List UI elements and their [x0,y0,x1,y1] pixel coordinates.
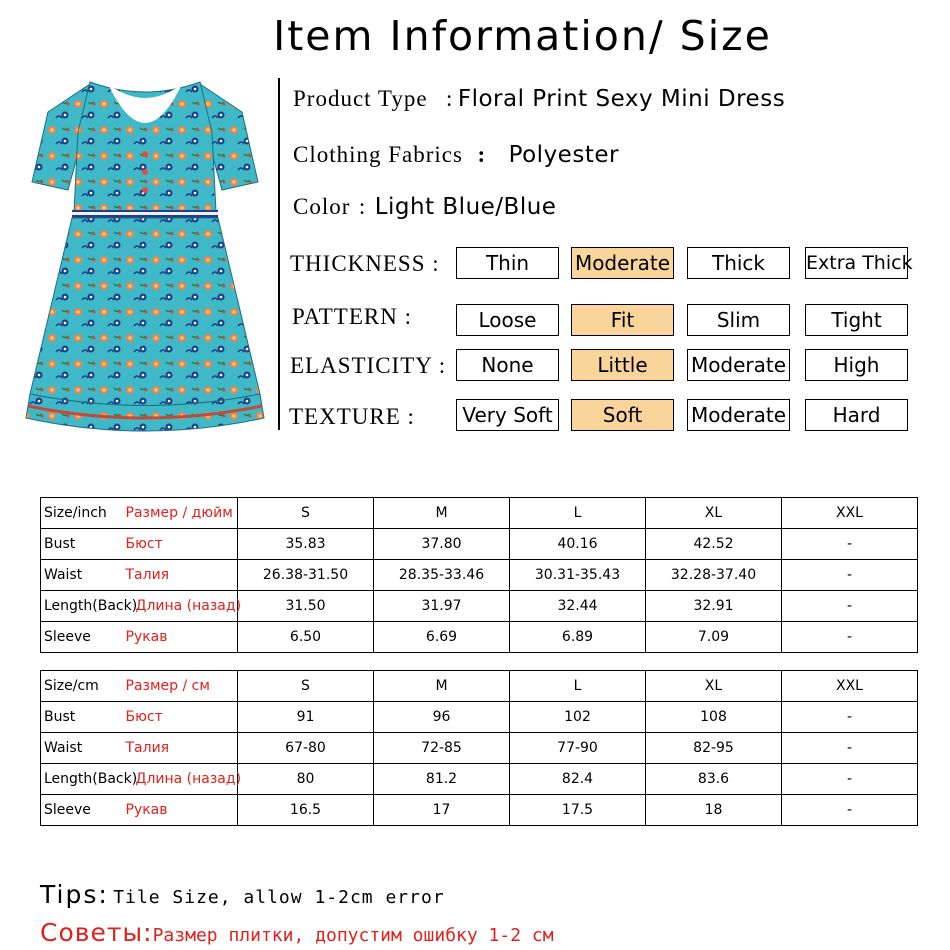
texture-option-hard: Hard [805,399,908,431]
row-label: Waist Талия [41,560,238,591]
page-title: Item Information/ Size [273,12,772,60]
row-label: Length(Back) Длина (назад) [41,591,238,622]
size-header-l: L [510,498,646,529]
table-cell: 31.97 [374,591,510,622]
table-cell: - [782,733,918,764]
table-cell: 7.09 [646,622,782,653]
texture-option-soft: Soft [571,399,674,431]
table-cell: 30.31-35.43 [510,560,646,591]
thickness-label: THICKNESS : [290,251,440,276]
elasticity-option-high: High [805,349,908,381]
table-header-row [41,671,918,702]
table-row [41,733,918,764]
table-cell: 102 [510,702,646,733]
elasticity-option-little: Little [571,349,674,381]
color-label: Color [293,194,351,219]
table-cell: - [782,702,918,733]
table-cell: 32.28-37.40 [646,560,782,591]
table-cell: 35.83 [238,529,374,560]
pattern-option-slim: Slim [687,304,790,336]
tips-english [40,880,445,909]
product-type-value: Floral Print Sexy Mini Dress [457,86,786,112]
texture-option-moderate: Moderate [687,399,790,431]
pattern-label: PATTERN : [292,304,412,329]
elasticity-option-none: None [456,349,559,381]
tips-label: Tips: [40,880,109,909]
table-cell: - [782,764,918,795]
clothing-fabrics-value: Polyester [508,142,619,168]
clothing-fabrics-label: Clothing Fabrics [293,142,463,167]
size-header-s: S [238,498,374,529]
table-cell: 28.35-33.46 [374,560,510,591]
size-table-inch [40,497,918,653]
texture-label: TEXTURE : [289,404,415,429]
table-cell: 32.91 [646,591,782,622]
table-cell: 67-80 [238,733,374,764]
thickness-option-moderate: Moderate [571,247,674,279]
size-table-cm [40,670,918,826]
row-label: Bust Бюст [41,702,238,733]
elasticity-label: ELASTICITY : [290,353,447,378]
table-row [41,702,918,733]
product-type-row [293,86,785,112]
product-type-separator: : [446,86,454,111]
product-type-label: Product Type [293,86,428,111]
row-label: Sleeve Рукав [41,622,238,653]
table-cell: 32.44 [510,591,646,622]
elasticity-option-moderate: Moderate [687,349,790,381]
size-header-m: M [374,671,510,702]
table-row [41,764,918,795]
row-label: Length(Back) Длина (назад) [41,764,238,795]
pattern-option-loose: Loose [456,304,559,336]
clothing-fabrics-separator: : [477,142,487,167]
color-value: Light Blue/Blue [374,194,557,220]
size-header-xl: XL [646,671,782,702]
table-cell: - [782,529,918,560]
divider-line [278,78,280,430]
table-cell: 37.80 [374,529,510,560]
row-label: Waist Талия [41,733,238,764]
table-row [41,622,918,653]
table-cell: 31.50 [238,591,374,622]
size-header-xxl: XXL [782,498,918,529]
table-cell: 82-95 [646,733,782,764]
size-header-s: S [238,671,374,702]
color-separator: : [358,194,367,219]
table-cell: 72-85 [374,733,510,764]
table-cell: 96 [374,702,510,733]
table-cell: 82.4 [510,764,646,795]
table-cell: 77-90 [510,733,646,764]
size-header-m: M [374,498,510,529]
table-cell: 40.16 [510,529,646,560]
table-cell: 16.5 [238,795,374,826]
table-cell: 83.6 [646,764,782,795]
row-label: Bust Бюст [41,529,238,560]
table-cell: 17.5 [510,795,646,826]
sovety-label: Советы: [40,918,153,947]
table-cell: - [782,591,918,622]
size-header-l: L [510,671,646,702]
table-row [41,529,918,560]
table-cell: 6.69 [374,622,510,653]
table-cell: 42.52 [646,529,782,560]
table-row [41,591,918,622]
table-cell: - [782,622,918,653]
texture-option-very-soft: Very Soft [456,399,559,431]
table-cell: 6.50 [238,622,374,653]
table-cell: 6.89 [510,622,646,653]
size-header-xxl: XXL [782,671,918,702]
table-header-label: Size/inch Размер / дюйм [41,498,238,529]
table-row [41,795,918,826]
size-header-xl: XL [646,498,782,529]
table-cell: 80 [238,764,374,795]
dress-product-image [20,72,270,442]
thickness-option-extra-thick: Extra Thick [805,247,908,279]
table-cell: 108 [646,702,782,733]
table-header-label: Size/cm Размер / см [41,671,238,702]
clothing-fabrics-row [293,142,619,168]
table-cell: 18 [646,795,782,826]
table-cell: 91 [238,702,374,733]
thickness-option-thin: Thin [456,247,559,279]
table-cell: 81.2 [374,764,510,795]
tips-text: Tile Size, allow 1-2cm error [113,887,445,908]
table-cell: 17 [374,795,510,826]
row-label: Sleeve Рукав [41,795,238,826]
table-row [41,560,918,591]
sovety-text: Размер плитки, допустим ошибку 1-2 см [152,925,554,946]
pattern-option-fit: Fit [571,304,674,336]
table-cell: - [782,795,918,826]
table-cell: - [782,560,918,591]
tips-russian [40,918,554,947]
thickness-option-thick: Thick [687,247,790,279]
pattern-option-tight: Tight [805,304,908,336]
color-row [293,194,556,220]
table-header-row [41,498,918,529]
table-cell: 26.38-31.50 [238,560,374,591]
